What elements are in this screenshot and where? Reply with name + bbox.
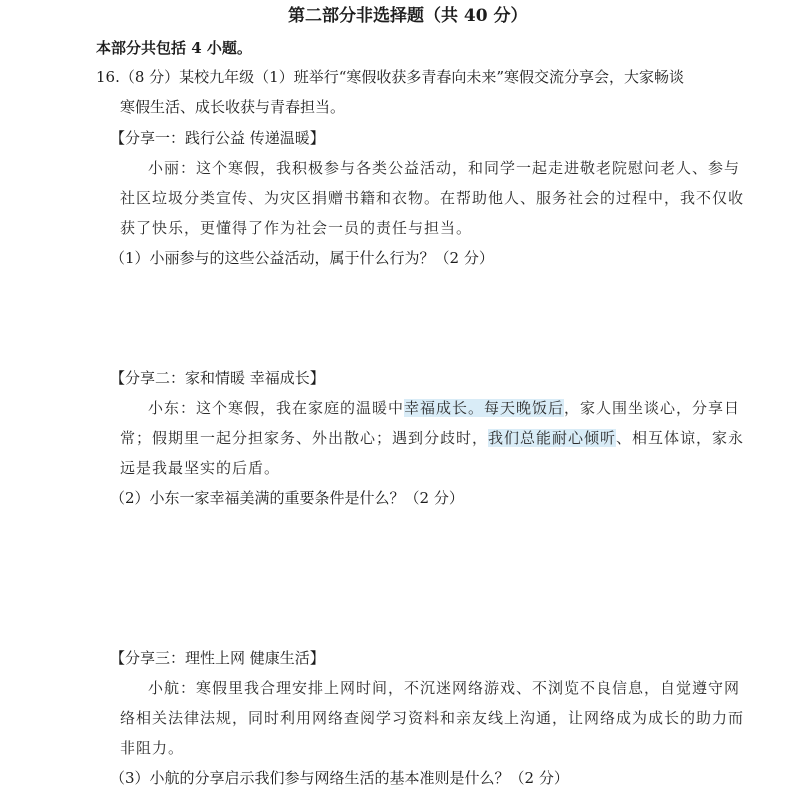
share2-para-line2: 常；假期里一起分担家务、外出散心；遇到分歧时，我们总能耐心倾听、相互体谅，家永 [120, 429, 745, 447]
question-stem-line2: 寒假生活、成长收获与青春担当。 [120, 98, 346, 116]
sub-question-3: （3）小航的分享启示我们参与网络生活的基本准则是什么？（2 分） [110, 769, 569, 787]
share1-para-line1: 小丽：这个寒假，我积极参与各类公益活动，和同学一起走进敬老院慰问老人、参与 [148, 159, 741, 177]
share3-para-line1: 小航：寒假里我合理安排上网时间，不沉迷网络游戏、不浏览不良信息，自觉遵守网 [148, 679, 741, 697]
highlight-span-1: 幸福成长。每天晚饭后 [404, 399, 565, 417]
highlight-span-2: 我们总能耐心倾听 [488, 429, 617, 447]
share1-para-line3: 获了快乐，更懂得了作为社会一员的责任与担当。 [120, 219, 473, 237]
page-title: 第二部分非选择题（共 40 分） [288, 6, 528, 26]
share3-heading: 【分享三：理性上网 健康生活】 [110, 649, 325, 667]
share1-heading: 【分享一：践行公益 传递温暖】 [110, 129, 325, 147]
question-stem-line1: 16.（8 分）某校九年级（1）班举行“寒假收获多青春向未来”寒假交流分享会，大家畅谈 [96, 68, 685, 86]
share2-para-line3: 远是我最坚实的后盾。 [120, 459, 281, 477]
section-intro: 本部分共包括 4 小题。 [96, 39, 252, 57]
share3-para-line3: 非阻力。 [120, 739, 185, 757]
sub-question-1: （1）小丽参与的这些公益活动，属于什么行为？（2 分） [110, 249, 494, 267]
share1-para-line2: 社区垃圾分类宣传、为灾区捐赠书籍和衣物。在帮助他人、服务社会的过程中，我不仅收 [120, 189, 745, 207]
share2-heading: 【分享二：家和情暖 幸福成长】 [110, 369, 325, 387]
sub-question-2: （2）小东一家幸福美满的重要条件是什么？（2 分） [110, 489, 464, 507]
share3-para-line2: 络相关法律法规，同时利用网络查阅学习资料和亲友线上沟通，让网络成为成长的助力而 [120, 709, 745, 727]
share2-para-line1: 小东：这个寒假，我在家庭的温暖中幸福成长。每天晚饭后，家人围坐谈心，分享日 [148, 399, 741, 417]
